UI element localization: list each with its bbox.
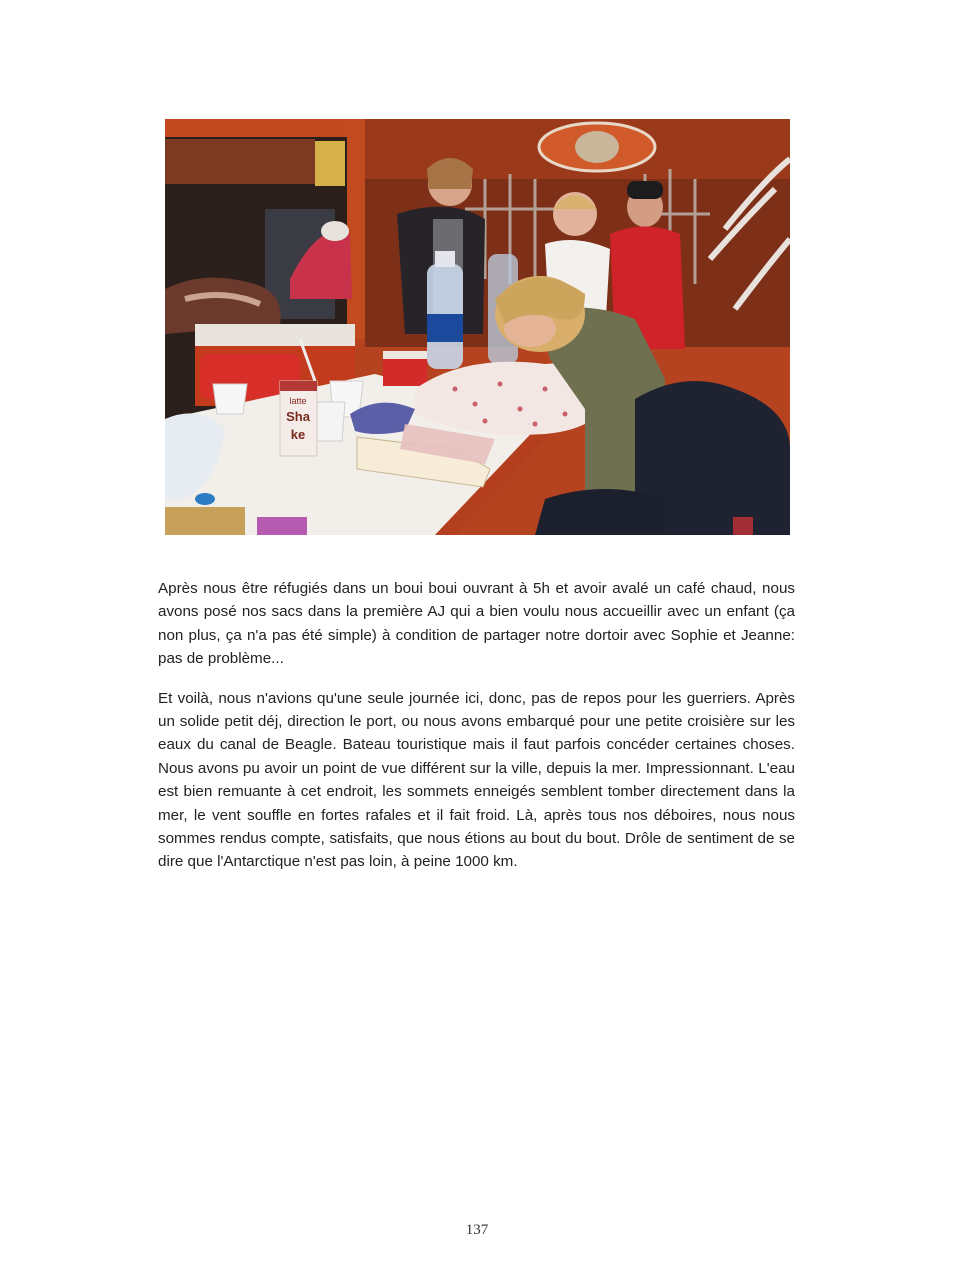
carton-lettering-1: latte [289,396,307,406]
carton-lettering-2: Sha [286,409,310,424]
paragraph-1: Après nous être réfugiés dans un boui boui ouvrant à 5h et avoir avalé un café chaud, nous avons posé nos sacs dans la première AJ qui a bien voulu nous accueillir avec un enfant (ça non plus, ça n'a pas été simple) à condition de partager notre dortoir avec Sophie et Jeanne: pas de problème... [158,580,795,668]
body-text [158,577,795,890]
carton-lettering-3: ke [290,427,306,442]
cafe-photo [165,119,790,535]
page-number: 137 [465,1222,489,1238]
paragraph-2: Et voilà, nous n'avions qu'une seule journée ici, donc, pas de repos pour les guerriers. Après un solide petit déj, direction le port, ou nous avons embarqué pour une petite croisière sur les eaux du canal de Beagle. Bateau touristique mais il faut parfois concéder certaines choses. Nous avons pu avoir un point de vue différent sur la ville, depuis la mer. Impressionnant. L'eau est bien remuante à cet endroit, les sommets enneigés semblent tomber directement dans la mer, le vent souffle en fortes rafales et il fait froid. Là, après tous nos déboires, nous nous sommes rendus compte, satisfaits, que nous étions au bout du bout. Drôle de sentiment de se dire que l'Antarctique n'est pas loin, à peine 1000 km. [158,689,795,871]
cafe-photo-illustration [165,119,790,535]
